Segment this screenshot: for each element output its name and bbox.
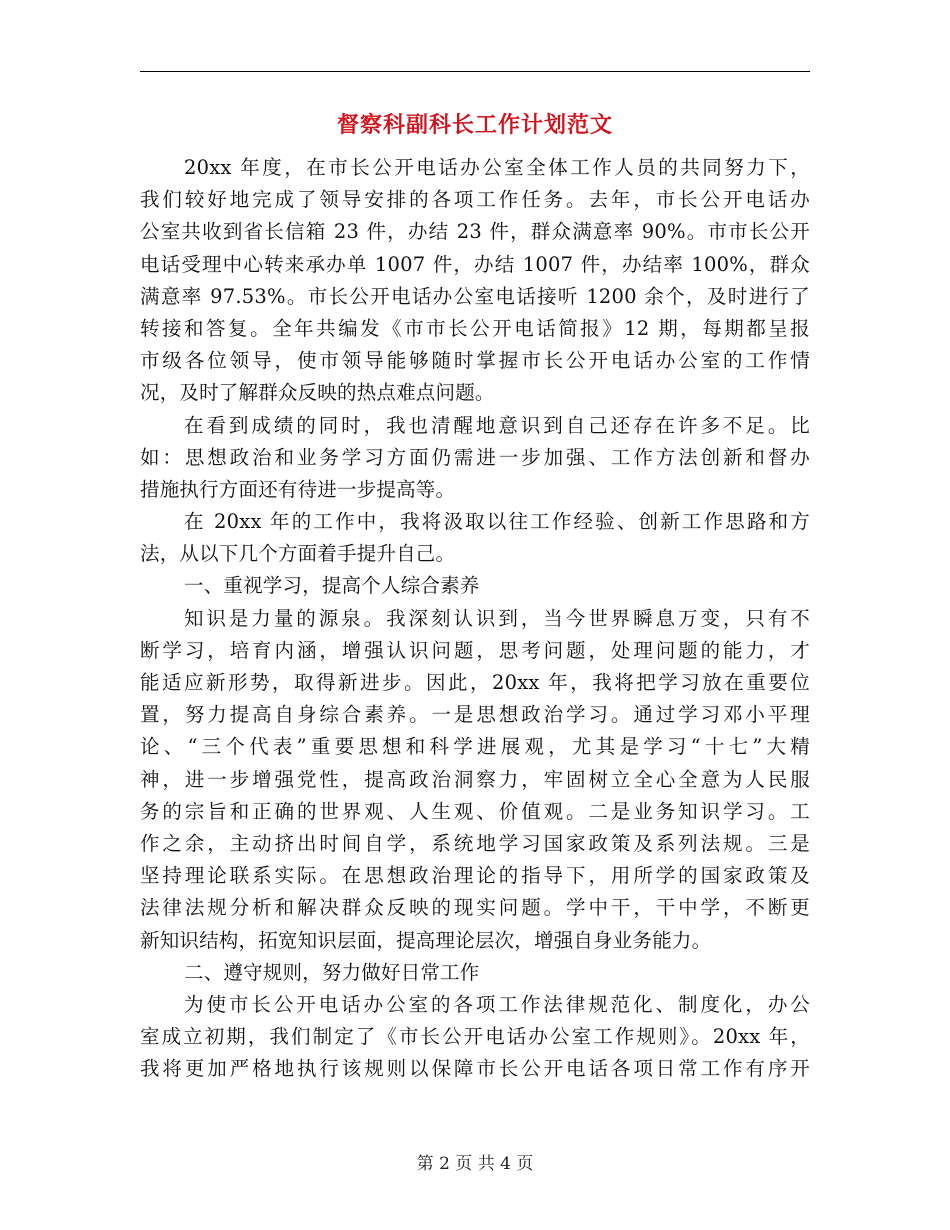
- body-text-line: 能适应新形势，取得新进步。因此，20xx 年，我将把学习放在重要位: [140, 671, 810, 694]
- body-text-line: 论、“三个代表”重要思想和科学进展观，尤其是学习“十七”大精: [140, 735, 810, 759]
- body-text-line: 为使市长公开电话办公室的各项工作法律规范化、制度化，办公: [184, 992, 810, 1016]
- document-title: 督察科副科长工作计划范文: [336, 113, 613, 138]
- body-text-line: 室成立初期，我们制定了《市长公开电话办公室工作规则》。20xx 年，: [140, 1025, 810, 1049]
- body-text-line: 务的宗旨和正确的世界观、人生观、价值观。二是业务知识学习。工: [140, 799, 810, 823]
- body-text-line: 置，努力提高自身综合素养。一是思想政治学习。通过学习邓小平理: [140, 703, 810, 727]
- body-text-line: 作之余，主动挤出时间自学，系统地学习国家政策及系列法规。三是: [140, 831, 810, 855]
- body-text-line: 法，从以下几个方面着手提升自己。: [140, 542, 456, 566]
- body-text-line: 措施执行方面还有待进一步提高等。: [140, 477, 456, 501]
- body-text-line: 一、重视学习，提高个人综合素养: [184, 574, 480, 598]
- body-text-line: 况，及时了解群众反映的热点难点问题。: [140, 381, 495, 405]
- body-text-line: 20xx 年度，在市长公开电话办公室全体工作人员的共同努力下，: [184, 156, 810, 179]
- body-text-line: 新知识结构，拓宽知识层面，提高理论层次，增强自身业务能力。: [140, 928, 712, 952]
- page-footer: 第 2 页 共 4 页: [416, 1154, 534, 1174]
- body-text-line: 满意率 97.53%。市长公开电话办公室电话接听 1200 余个，及时进行了: [140, 284, 810, 308]
- document-body: [140, 152, 810, 1085]
- body-text-line: 如：思想政治和业务学习方面仍需进一步加强、工作方法创新和督办: [140, 445, 810, 469]
- body-text-line: 神，进一步增强党性，提高政治洞察力，牢固树立全心全意为人民服: [140, 767, 810, 791]
- body-text-line: 市级各位领导，使市领导能够随时掌握市长公开电话办公室的工作情: [140, 349, 810, 373]
- body-text-line: 断学习，培育内涵，增强认识问题，思考问题，处理问题的能力，才: [140, 638, 810, 662]
- body-text-line: 二、遵守规则，努力做好日常工作: [184, 960, 480, 984]
- body-text-line: 法律法规分析和解决群众反映的现实问题。学中干，干中学，不断更: [140, 896, 810, 920]
- body-text-line: 坚持理论联系实际。在思想政治理论的指导下，用所学的国家政策及: [140, 864, 810, 888]
- body-text-line: 知识是力量的源泉。我深刻认识到，当今世界瞬息万变，只有不: [184, 606, 810, 630]
- header-rule: [140, 71, 810, 72]
- body-text-line: 我将更加严格地执行该规则以保障市长公开电话各项日常工作有序开: [140, 1057, 810, 1081]
- body-text-line: 转接和答复。全年共编发《市市长公开电话简报》12 期，每期都呈报: [140, 316, 810, 340]
- body-text-line: 在看到成绩的同时，我也清醒地意识到自己还存在许多不足。比: [184, 413, 810, 437]
- body-text-line: 电话受理中心转来承办单 1007 件，办结 1007 件，办结率 100%，群众: [140, 252, 810, 276]
- body-text-line: 在 20xx 年的工作中，我将汲取以往工作经验、创新工作思路和方: [184, 510, 810, 534]
- body-text-line: 公室共收到省长信箱 23 件，办结 23 件，群众满意率 90%。市市长公开: [140, 220, 810, 244]
- body-text-line: 我们较好地完成了领导安排的各项工作任务。去年，市长公开电话办: [140, 188, 810, 212]
